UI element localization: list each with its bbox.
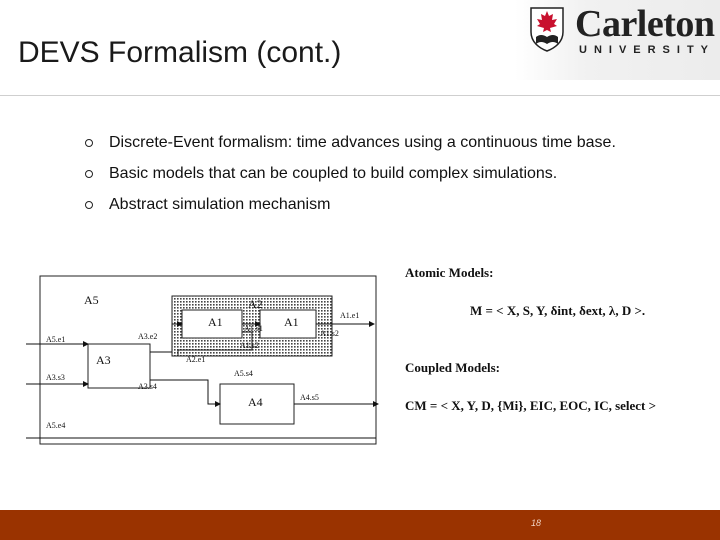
port-label: A4.s5	[300, 393, 319, 402]
page-number: 18	[531, 518, 542, 528]
bullet-list	[82, 132, 616, 225]
maple-leaf-shield-icon	[529, 6, 565, 52]
bullet-item	[82, 194, 616, 225]
port-label: A3.e2	[138, 332, 158, 341]
port-label: A1.s2	[240, 341, 259, 350]
footer-bar	[0, 510, 720, 540]
bullet-text: Abstract simulation mechanism	[109, 196, 331, 213]
model-label: A2	[248, 297, 263, 311]
header-divider	[0, 95, 720, 96]
bullet-text: Basic models that can be coupled to build complex simulations.	[109, 165, 558, 182]
logo-subtitle: UNIVERSITY	[579, 44, 716, 56]
port-label: A5.e4	[46, 421, 66, 430]
model-label: A4	[248, 395, 263, 409]
port-label: A3.s4	[138, 382, 157, 391]
port-label: A1.e1	[340, 311, 360, 320]
coupled-models-heading: Coupled Models:	[405, 360, 500, 375]
bullet-icon	[85, 139, 93, 147]
port-label: A1.s2	[320, 329, 339, 338]
devs-coupled-model-diagram	[18, 262, 388, 462]
bullet-text: Discrete-Event formalism: time advances using a continuous time base.	[109, 134, 616, 151]
port-label: A5.s4	[234, 369, 253, 378]
model-label: A5	[84, 293, 99, 307]
university-logo	[515, 0, 720, 80]
port-label: A2.e1	[186, 355, 206, 364]
atomic-models-heading: Atomic Models:	[405, 265, 494, 280]
port-label: A3.s3	[46, 373, 65, 382]
port-label: A1.s1	[244, 324, 263, 333]
slide-title: DEVS Formalism (cont.)	[18, 36, 342, 69]
bullet-icon	[85, 170, 93, 178]
port-label: A5.e1	[46, 335, 66, 344]
model-label: A3	[96, 353, 111, 367]
bullet-icon	[85, 201, 93, 209]
atomic-models-formula: M = < X, S, Y, δint, δext, λ, D >.	[470, 303, 646, 318]
model-label: A1	[208, 315, 223, 329]
logo-wordmark: Carleton	[575, 3, 715, 45]
model-label: A1	[284, 315, 299, 329]
bullet-item	[82, 163, 616, 194]
bullet-item	[82, 132, 616, 163]
coupled-models-formula: CM = < X, Y, D, {Mi}, EIC, EOC, IC, select >	[405, 398, 657, 413]
